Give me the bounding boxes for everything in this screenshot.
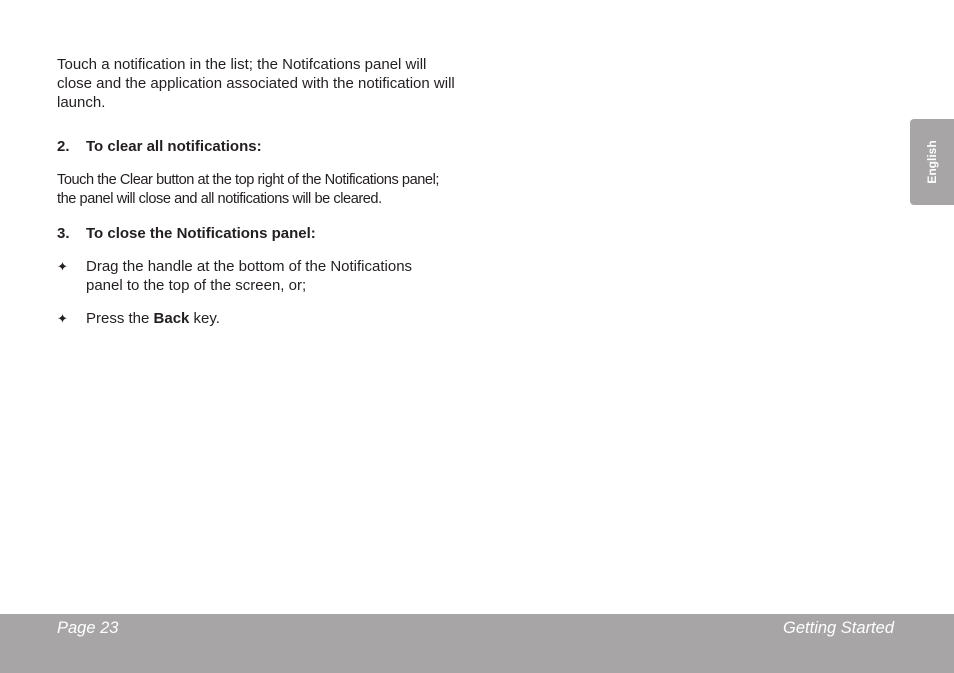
- language-tab-label: English: [925, 140, 939, 184]
- bullet-star-icon: ✦: [57, 259, 68, 275]
- bullet-text: [86, 309, 220, 328]
- step-3-number: 3.: [57, 225, 70, 243]
- page-number: Page 23: [57, 619, 119, 637]
- list-item: [57, 309, 467, 328]
- step-2-number: 2.: [57, 137, 70, 155]
- step-2-title: To clear all notifications:: [86, 137, 262, 155]
- step-3-title: To close the Notifications panel:: [86, 225, 316, 243]
- page-footer: [0, 614, 954, 673]
- bullet-text: Drag the handle at the bottom of the Notifications panel to the top of the screen, or;: [86, 258, 413, 295]
- intro-paragraph: Touch a notification in the list; the Notifcations panel will close and the application associated with the notification will launch.: [57, 56, 455, 112]
- list-item: [57, 257, 467, 295]
- page-content: [57, 55, 467, 329]
- step-3-heading: [57, 224, 467, 243]
- step-2-heading: [57, 137, 467, 156]
- bullet-text-after: key.: [189, 310, 220, 328]
- back-key-label: Back: [153, 310, 190, 328]
- language-tab: [910, 119, 954, 205]
- bullet-star-icon: ✦: [57, 311, 68, 327]
- section-title: Getting Started: [783, 619, 894, 637]
- bullet-text-before: Press the: [86, 310, 154, 328]
- step-2-paragraph: Touch the Clear button at the top right of the Notifications panel; the panel will close and all notifications will be cleared.: [57, 171, 439, 207]
